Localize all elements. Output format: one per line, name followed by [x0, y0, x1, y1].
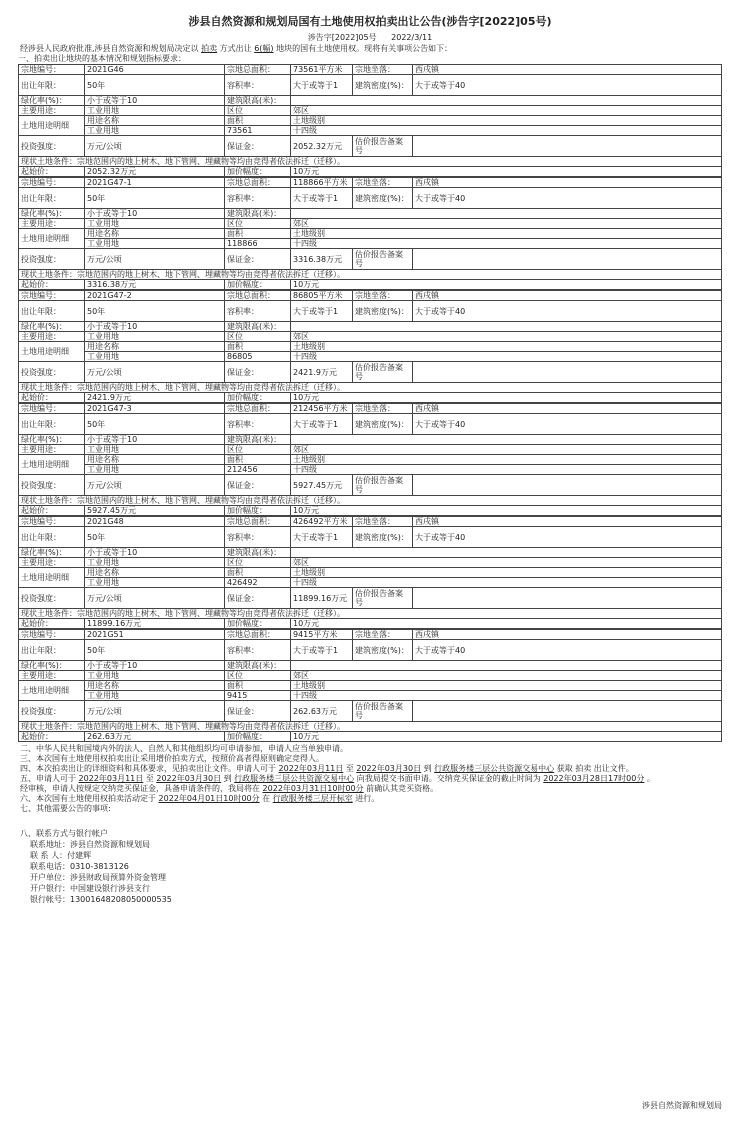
area: 426492	[225, 578, 291, 588]
far: 大于或等于1	[291, 75, 353, 96]
appraisal-no	[413, 701, 722, 722]
zone: 郊区	[291, 332, 722, 342]
label-intensity: 投资强度：	[19, 362, 85, 383]
s6-text: 六、本次国有土地使用权拍卖活动定于	[20, 794, 156, 803]
label-main-use: 主要用途：	[19, 106, 85, 116]
label-deposit: 保证金：	[225, 362, 291, 383]
condition: 宗地范围内的地上树木、地下管网、埋藏物等均由竞得者依法拆迁（迁移）。	[77, 496, 345, 505]
zone: 郊区	[291, 219, 722, 229]
label-height: 建筑限高(米)：	[225, 435, 291, 445]
parcel-no: 2021G51	[85, 630, 225, 640]
label-area: 面积	[225, 681, 291, 691]
green-rate: 小于或等于10	[85, 548, 225, 558]
label-land-grade: 土地级别	[291, 342, 722, 352]
label-height: 建筑限高(米)：	[225, 548, 291, 558]
label-start-price: 起始价：	[19, 506, 85, 516]
label-density: 建筑密度(%)：	[353, 301, 413, 322]
location: 西戌镇	[413, 291, 722, 301]
area: 86805	[225, 352, 291, 362]
parcel-no: 2021G47-1	[85, 178, 225, 188]
label-use-name: 用途名称	[85, 342, 225, 352]
s4-place: 行政服务楼三层公共资源交易中心	[434, 764, 555, 773]
label-location: 宗地坐落：	[353, 404, 413, 414]
label-parcel-no: 宗地编号：	[19, 404, 85, 414]
label-far: 容积率：	[225, 188, 291, 209]
label-condition: 现状土地条件：	[21, 609, 77, 618]
label-total-area: 宗地总面积：	[225, 65, 291, 75]
land-grade: 十四级	[291, 352, 722, 362]
height-limit	[291, 661, 722, 671]
intro-paragraph	[0, 44, 740, 54]
label-start-price: 起始价：	[19, 619, 85, 629]
main-use: 工业用地	[85, 558, 225, 568]
density: 大于或等于40	[413, 301, 722, 322]
land-grade: 十四级	[291, 239, 722, 249]
intro-text-post: 地块的国有土地使用权。现将有关事项公告如下：	[276, 44, 453, 53]
far: 大于或等于1	[291, 414, 353, 435]
deposit: 3316.38万元	[291, 249, 353, 270]
label-increment: 加价幅度：	[225, 732, 291, 742]
s6-place: 行政服务楼三层开标室	[272, 794, 353, 803]
label-density: 建筑密度(%)：	[353, 414, 413, 435]
label-zone: 区位	[225, 332, 291, 342]
land-grade: 十四级	[291, 691, 722, 701]
green-rate: 小于或等于10	[85, 322, 225, 332]
label-zone: 区位	[225, 671, 291, 681]
label-deposit: 保证金：	[225, 588, 291, 609]
label-usage-detail: 土地用途明细	[19, 681, 85, 701]
s6-tail: 进行。	[355, 794, 380, 803]
label-far: 容积率：	[225, 640, 291, 661]
s4-date-end: 2022年03月30日	[356, 764, 422, 773]
total-area: 86805平方米	[291, 291, 353, 301]
parcel-tables	[0, 64, 740, 742]
label-intensity: 投资强度：	[19, 475, 85, 496]
s6-time: 2022年04月01日10时00分	[158, 794, 260, 803]
s5-confirm-time: 2022年03月31日10时00分	[262, 784, 364, 793]
s5-place: 行政服务楼三层公共资源交易中心	[234, 774, 355, 783]
label-increment: 加价幅度：	[225, 280, 291, 290]
density: 大于或等于40	[413, 188, 722, 209]
label-density: 建筑密度(%)：	[353, 188, 413, 209]
label-parcel-no: 宗地编号：	[19, 65, 85, 75]
s4-tail: 获取 拍卖 出让文件。	[556, 764, 634, 773]
label-far: 容积率：	[225, 301, 291, 322]
condition-row	[19, 722, 722, 732]
condition-row	[19, 157, 722, 167]
intro-text: 经涉县人民政府批准,涉县自然资源和规划局决定以	[20, 44, 199, 53]
label-green: 绿化率(%)：	[19, 548, 85, 558]
deposit: 262.63万元	[291, 701, 353, 722]
parcel-table	[18, 290, 722, 403]
label-appraisal: 估价报告备案号	[353, 588, 413, 609]
label-appraisal: 估价报告备案号	[353, 249, 413, 270]
label-location: 宗地坐落：	[353, 291, 413, 301]
height-limit	[291, 548, 722, 558]
section-5-cont	[0, 784, 740, 794]
label-area: 面积	[225, 342, 291, 352]
label-density: 建筑密度(%)：	[353, 640, 413, 661]
label-usage-detail: 土地用途明细	[19, 455, 85, 475]
green-rate: 小于或等于10	[85, 209, 225, 219]
increment: 10万元	[291, 619, 722, 629]
condition: 宗地范围内的地上树木、地下管网、埋藏物等均由竞得者依法拆迁（迁移）。	[77, 383, 345, 392]
contact-address: 联系地址：涉县自然资源和规划局	[30, 840, 150, 849]
density: 大于或等于40	[413, 75, 722, 96]
label-deposit: 保证金：	[225, 475, 291, 496]
label-years: 出让年限：	[19, 640, 85, 661]
appraisal-no	[413, 475, 722, 496]
far: 大于或等于1	[291, 640, 353, 661]
deposit: 11899.16万元	[291, 588, 353, 609]
years: 50年	[85, 301, 225, 322]
label-height: 建筑限高(米)：	[225, 322, 291, 332]
label-far: 容积率：	[225, 414, 291, 435]
contact-phone: 联系电话：0310-3813126	[30, 862, 129, 871]
section-6	[0, 794, 740, 804]
intensity: 万元/公顷	[85, 249, 225, 270]
parcel-no: 2021G47-3	[85, 404, 225, 414]
s5-deadline: 2022年03月28日17时00分	[543, 774, 645, 783]
land-grade: 十四级	[291, 465, 722, 475]
label-green: 绿化率(%)：	[19, 435, 85, 445]
total-area: 212456平方米	[291, 404, 353, 414]
intro-text-mid: 方式出让	[219, 44, 252, 53]
label-use-name: 用途名称	[85, 568, 225, 578]
height-limit	[291, 322, 722, 332]
label-zone: 区位	[225, 219, 291, 229]
label-location: 宗地坐落：	[353, 630, 413, 640]
increment: 10万元	[291, 732, 722, 742]
condition: 宗地范围内的地上树木、地下管网、埋藏物等均由竞得者依法拆迁（迁移）。	[77, 609, 345, 618]
location: 西戌镇	[413, 517, 722, 527]
density: 大于或等于40	[413, 640, 722, 661]
label-total-area: 宗地总面积：	[225, 178, 291, 188]
label-intensity: 投资强度：	[19, 588, 85, 609]
location: 西戌镇	[413, 630, 722, 640]
label-intensity: 投资强度：	[19, 249, 85, 270]
use-name: 工业用地	[85, 352, 225, 362]
intensity: 万元/公顷	[85, 136, 225, 157]
increment: 10万元	[291, 167, 722, 177]
label-total-area: 宗地总面积：	[225, 404, 291, 414]
label-land-grade: 土地级别	[291, 568, 722, 578]
years: 50年	[85, 527, 225, 548]
appraisal-no	[413, 249, 722, 270]
section-4	[0, 764, 740, 774]
label-start-price: 起始价：	[19, 393, 85, 403]
main-use: 工业用地	[85, 445, 225, 455]
label-condition: 现状土地条件：	[21, 722, 77, 731]
use-name: 工业用地	[85, 691, 225, 701]
label-increment: 加价幅度：	[225, 393, 291, 403]
label-use-name: 用途名称	[85, 229, 225, 239]
label-parcel-no: 宗地编号：	[19, 291, 85, 301]
years: 50年	[85, 640, 225, 661]
s5-text-2: 向我局提交书面申请。交纳竞买保证金的截止时间为	[356, 774, 541, 783]
contact-account-no: 银行帐号：13001648208050000535	[30, 895, 172, 904]
s4-date-start: 2022年03月11日	[278, 764, 344, 773]
label-total-area: 宗地总面积：	[225, 291, 291, 301]
label-area: 面积	[225, 116, 291, 126]
label-green: 绿化率(%)：	[19, 209, 85, 219]
section-3: 三、本次国有土地使用权拍卖出让采用增价拍卖方式，按照价高者得原则确定竞得人。	[20, 754, 324, 763]
label-years: 出让年限：	[19, 301, 85, 322]
label-usage-detail: 土地用途明细	[19, 229, 85, 249]
label-intensity: 投资强度：	[19, 136, 85, 157]
increment: 10万元	[291, 280, 722, 290]
area: 118866	[225, 239, 291, 249]
density: 大于或等于40	[413, 527, 722, 548]
label-far: 容积率：	[225, 75, 291, 96]
contact-section	[0, 828, 740, 905]
intensity: 万元/公顷	[85, 362, 225, 383]
area: 73561	[225, 126, 291, 136]
label-green: 绿化率(%)：	[19, 96, 85, 106]
label-years: 出让年限：	[19, 188, 85, 209]
main-use: 工业用地	[85, 219, 225, 229]
use-name: 工业用地	[85, 239, 225, 249]
parcel-table	[18, 177, 722, 290]
start-price: 5927.45万元	[85, 506, 225, 516]
label-start-price: 起始价：	[19, 167, 85, 177]
s5-text: 五、申请人可于	[20, 774, 76, 783]
s5-date-end: 2022年03月30日	[156, 774, 222, 783]
s4-at: 到	[423, 764, 432, 773]
label-land-grade: 土地级别	[291, 455, 722, 465]
label-usage-detail: 土地用途明细	[19, 342, 85, 362]
appraisal-no	[413, 588, 722, 609]
far: 大于或等于1	[291, 527, 353, 548]
parcel-table	[18, 629, 722, 742]
doc-number: 涉告字[2022]05号	[307, 33, 377, 42]
label-zone: 区位	[225, 445, 291, 455]
label-usage-detail: 土地用途明细	[19, 116, 85, 136]
label-zone: 区位	[225, 106, 291, 116]
s5-tail: 前确认其竞买资格。	[366, 784, 439, 793]
label-parcel-no: 宗地编号：	[19, 517, 85, 527]
deposit: 5927.45万元	[291, 475, 353, 496]
label-main-use: 主要用途：	[19, 332, 85, 342]
appraisal-no	[413, 362, 722, 383]
intensity: 万元/公顷	[85, 588, 225, 609]
total-area: 426492平方米	[291, 517, 353, 527]
label-location: 宗地坐落：	[353, 178, 413, 188]
deposit: 2421.9万元	[291, 362, 353, 383]
label-appraisal: 估价报告备案号	[353, 362, 413, 383]
zone: 郊区	[291, 558, 722, 568]
label-increment: 加价幅度：	[225, 167, 291, 177]
notice-sections	[0, 744, 740, 814]
s5-date-start: 2022年03月11日	[78, 774, 144, 783]
label-area: 面积	[225, 568, 291, 578]
s5-to: 至	[145, 774, 154, 783]
parcel-table	[18, 403, 722, 516]
start-price: 2421.9万元	[85, 393, 225, 403]
label-main-use: 主要用途：	[19, 219, 85, 229]
label-area: 面积	[225, 455, 291, 465]
total-area: 118866平方米	[291, 178, 353, 188]
label-use-name: 用途名称	[85, 681, 225, 691]
label-height: 建筑限高(米)：	[225, 96, 291, 106]
label-density: 建筑密度(%)：	[353, 527, 413, 548]
main-use: 工业用地	[85, 106, 225, 116]
label-appraisal: 估价报告备案号	[353, 475, 413, 496]
label-intensity: 投资强度：	[19, 701, 85, 722]
label-years: 出让年限：	[19, 414, 85, 435]
label-appraisal: 估价报告备案号	[353, 136, 413, 157]
s4-to: 至	[345, 764, 354, 773]
location: 西戌镇	[413, 65, 722, 75]
intensity: 万元/公顷	[85, 701, 225, 722]
label-increment: 加价幅度：	[225, 619, 291, 629]
label-total-area: 宗地总面积：	[225, 517, 291, 527]
label-location: 宗地坐落：	[353, 65, 413, 75]
s5-text-3: 经审核，申请人按规定交纳竞买保证金，具备申请条件的，我局将在	[20, 784, 260, 793]
s5-at: 到	[223, 774, 232, 783]
parcel-table	[18, 516, 722, 629]
increment: 10万元	[291, 506, 722, 516]
label-usage-detail: 土地用途明细	[19, 568, 85, 588]
label-deposit: 保证金：	[225, 136, 291, 157]
s5-period: 。	[646, 774, 655, 783]
label-area: 面积	[225, 229, 291, 239]
label-location: 宗地坐落：	[353, 517, 413, 527]
label-land-grade: 土地级别	[291, 229, 722, 239]
label-condition: 现状土地条件：	[21, 383, 77, 392]
condition-row	[19, 609, 722, 619]
parcel-table	[18, 64, 722, 177]
zone: 郊区	[291, 671, 722, 681]
label-main-use: 主要用途：	[19, 445, 85, 455]
increment: 10万元	[291, 393, 722, 403]
label-condition: 现状土地条件：	[21, 496, 77, 505]
contact-account-unit: 开户单位：涉县财政局预算外资金管理	[30, 873, 166, 882]
label-years: 出让年限：	[19, 527, 85, 548]
start-price: 3316.38万元	[85, 280, 225, 290]
years: 50年	[85, 414, 225, 435]
zone: 郊区	[291, 445, 722, 455]
intro-count: 6(幅)	[254, 44, 274, 53]
label-condition: 现状土地条件：	[21, 157, 77, 166]
doc-date: 2022/3/11	[391, 33, 433, 42]
height-limit	[291, 435, 722, 445]
signature: 涉县自然资源和规划局	[642, 1101, 722, 1110]
page-title: 涉县自然资源和规划局国有土地使用权拍卖出让公告(涉告字[2022]05号)	[188, 15, 552, 28]
main-use: 工业用地	[85, 332, 225, 342]
use-name: 工业用地	[85, 578, 225, 588]
doc-meta	[0, 32, 740, 44]
label-deposit: 保证金：	[225, 701, 291, 722]
label-use-name: 用途名称	[85, 116, 225, 126]
label-main-use: 主要用途：	[19, 671, 85, 681]
section-1-title: 一、拍卖出让地块的基本情况和规划指标要求：	[18, 54, 186, 63]
far: 大于或等于1	[291, 188, 353, 209]
intro-method: 拍卖	[201, 44, 218, 53]
green-rate: 小于或等于10	[85, 96, 225, 106]
label-years: 出让年限：	[19, 75, 85, 96]
area: 212456	[225, 465, 291, 475]
label-condition: 现状土地条件：	[21, 270, 77, 279]
label-height: 建筑限高(米)：	[225, 661, 291, 671]
label-density: 建筑密度(%)：	[353, 75, 413, 96]
label-green: 绿化率(%)：	[19, 661, 85, 671]
section-2: 二、中华人民共和国境内外的法人、自然人和其他组织均可申请参加，申请人应当单独申请。	[20, 744, 348, 753]
label-green: 绿化率(%)：	[19, 322, 85, 332]
total-area: 9415平方米	[291, 630, 353, 640]
years: 50年	[85, 75, 225, 96]
label-main-use: 主要用途：	[19, 558, 85, 568]
condition: 宗地范围内的地上树木、地下管网、埋藏物等均由竞得者依法拆迁（迁移）。	[77, 722, 345, 731]
label-use-name: 用途名称	[85, 455, 225, 465]
label-land-grade: 土地级别	[291, 116, 722, 126]
label-zone: 区位	[225, 558, 291, 568]
start-price: 2052.32万元	[85, 167, 225, 177]
s6-at: 在	[262, 794, 271, 803]
condition: 宗地范围内的地上树木、地下管网、埋藏物等均由竞得者依法拆迁（迁移）。	[77, 270, 345, 279]
land-grade: 十四级	[291, 126, 722, 136]
appraisal-no	[413, 136, 722, 157]
start-price: 11899.16万元	[85, 619, 225, 629]
label-start-price: 起始价：	[19, 732, 85, 742]
parcel-no: 2021G46	[85, 65, 225, 75]
label-total-area: 宗地总面积：	[225, 630, 291, 640]
use-name: 工业用地	[85, 126, 225, 136]
section-7: 七、其他需要公告的事项:	[20, 804, 111, 813]
label-height: 建筑限高(米)：	[225, 209, 291, 219]
condition-row	[19, 383, 722, 393]
land-grade: 十四级	[291, 578, 722, 588]
label-increment: 加价幅度：	[225, 506, 291, 516]
far: 大于或等于1	[291, 301, 353, 322]
zone: 郊区	[291, 106, 722, 116]
parcel-no: 2021G48	[85, 517, 225, 527]
start-price: 262.63万元	[85, 732, 225, 742]
intensity: 万元/公顷	[85, 475, 225, 496]
s4-text: 四、本次拍卖出让的详细资料和具体要求，见拍卖出让文件。申请人可于	[20, 764, 276, 773]
location: 西戌镇	[413, 404, 722, 414]
green-rate: 小于或等于10	[85, 435, 225, 445]
contact-title: 八、联系方式与银行帐户	[20, 829, 108, 838]
condition-row	[19, 496, 722, 506]
years: 50年	[85, 188, 225, 209]
height-limit	[291, 96, 722, 106]
contact-bank: 开户银行：中国建设银行涉县支行	[30, 884, 150, 893]
main-use: 工业用地	[85, 671, 225, 681]
section-5	[0, 774, 740, 784]
label-deposit: 保证金：	[225, 249, 291, 270]
label-start-price: 起始价：	[19, 280, 85, 290]
density: 大于或等于40	[413, 414, 722, 435]
label-parcel-no: 宗地编号：	[19, 630, 85, 640]
location: 西戌镇	[413, 178, 722, 188]
label-parcel-no: 宗地编号：	[19, 178, 85, 188]
green-rate: 小于或等于10	[85, 661, 225, 671]
area: 9415	[225, 691, 291, 701]
label-land-grade: 土地级别	[291, 681, 722, 691]
label-far: 容积率：	[225, 527, 291, 548]
condition: 宗地范围内的地上树木、地下管网、埋藏物等均由竞得者依法拆迁（迁移）。	[77, 157, 345, 166]
contact-person: 联 系 人：付建辉	[30, 851, 92, 860]
height-limit	[291, 209, 722, 219]
parcel-no: 2021G47-2	[85, 291, 225, 301]
condition-row	[19, 270, 722, 280]
label-appraisal: 估价报告备案号	[353, 701, 413, 722]
use-name: 工业用地	[85, 465, 225, 475]
total-area: 73561平方米	[291, 65, 353, 75]
deposit: 2052.32万元	[291, 136, 353, 157]
